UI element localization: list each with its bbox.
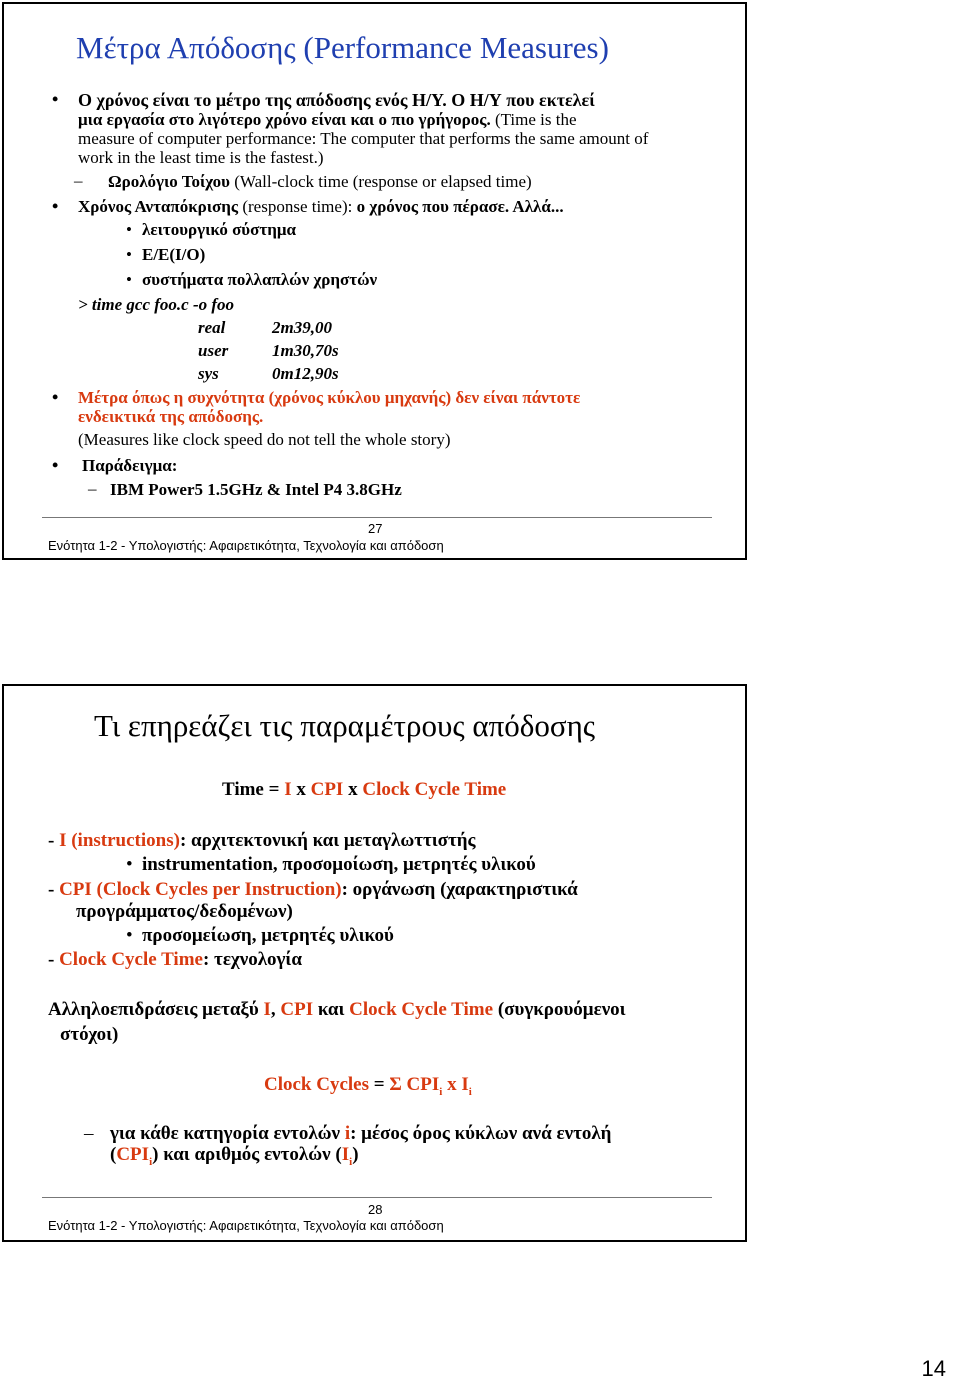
text-line: measure of computer performance: The computer that performs the same amount of (78, 129, 649, 148)
text-line: Χρόνος Ανταπόκρισης (response time): ο χρόνος που πέρασε. Αλλά... (78, 197, 564, 216)
text-line: λειτουργικό σύστημα (142, 220, 296, 239)
text-line: - I (instructions): αρχιτεκτονική και μεταγλωττιστής (48, 830, 476, 851)
text-line: instrumentation, προσομοίωση, μετρητές υλικού (142, 854, 536, 875)
bullet: • (52, 455, 59, 475)
command-line: > time gcc foo.c -o foo (78, 295, 235, 314)
text-line: $(CPI_i)$ και αριθμός εντολών $(I_i)$ (110, 1144, 359, 1168)
bullet: • (126, 270, 132, 289)
timing-label: real (198, 318, 226, 337)
slide-title: Μέτρα Απόδοσης (Performance Measures) (76, 30, 609, 65)
bullet: • (52, 89, 59, 109)
slide-title: Τι επηρεάζει τις παραμέτρους απόδοσης (94, 708, 596, 743)
text-line: Ο χρόνος είναι το μέτρο της απόδοσης ενός Η/Υ. Ο Η/Υ που εκτελεί (78, 90, 595, 110)
text-line: συστήματα πολλαπλών χρηστών (142, 270, 378, 289)
dash: – (74, 171, 83, 190)
text-line: στόχοι) (60, 1024, 119, 1045)
text-line: (Measures like clock speed do not tell the whole story) (78, 430, 451, 449)
text-line: ενδεικτικά της απόδοσης. (78, 407, 264, 426)
text-line: προσομείωση, μετρητές υλικού (142, 925, 394, 946)
equation: Time = I x CPI x Clock Cycle Time (222, 779, 507, 800)
text-line: προγράμματος/δεδομένων) (76, 901, 293, 922)
slide-28 (2, 684, 747, 1242)
bullet: • (126, 854, 133, 875)
text-line: work in the least time is the fastest.) (78, 148, 324, 167)
slide-footer: Ενότητα 1-2 - Υπολογιστής: Αφαιρετικότητα, Τεχνολογία και απόδοση (48, 538, 444, 553)
text-line: Παράδειγμα: (82, 456, 178, 475)
bullet: • (126, 220, 132, 239)
timing-value: 1m30,70s (272, 341, 339, 360)
text-line: Ωρολόγιο Τοίχου (Wall-clock time (response or elapsed time) (108, 172, 532, 191)
formula: Clock Cycles = Σ $CPI_i$ x $I_i$ (264, 1074, 472, 1098)
slide-27 (2, 2, 747, 560)
text-line: Αλληλοεπιδράσεις μεταξύ I, CPI και Clock Cycle Time (συγκρουόμενοι (48, 999, 626, 1020)
footer-divider (42, 1197, 712, 1198)
dash: – (88, 479, 97, 498)
timing-value: 0m12,90s (272, 364, 339, 383)
text-line: Ε/Ε(I/O) (142, 245, 206, 264)
slide-number: 28 (368, 1202, 383, 1217)
timing-value: 2m39,00 (272, 318, 332, 337)
slide-number: 27 (368, 521, 383, 536)
bullet: • (52, 387, 59, 407)
text-line: - Clock Cycle Time: τεχνολογία (48, 949, 302, 970)
text-line: Μέτρα όπως η συχνότητα (χρόνος κύκλου μηχανής) δεν είναι πάντοτε (78, 388, 581, 407)
text-line: - CPI (Clock Cycles per Instruction): οργάνωση (χαρακτηριστικά (48, 879, 578, 900)
bullet: • (52, 196, 59, 216)
bullet: • (126, 245, 132, 264)
text-line: IBM Power5 1.5GHz & Intel P4 3.8GHz (110, 480, 402, 499)
page-number: 14 (921, 1356, 946, 1381)
timing-label: sys (198, 364, 219, 383)
text-line: μια εργασία στο λιγότερο χρόνο είναι και ο πιο γρήγορος. (Time is the (78, 110, 577, 129)
slide-footer: Ενότητα 1-2 - Υπολογιστής: Αφαιρετικότητα, Τεχνολογία και απόδοση (48, 1218, 444, 1233)
timing-label: user (198, 341, 229, 360)
text-line: για κάθε κατηγορία εντολών i: μέσος όρος κύκλων ανά εντολή (110, 1123, 612, 1144)
footer-divider (42, 517, 712, 518)
bullet: • (126, 925, 133, 946)
dash: – (84, 1123, 94, 1144)
